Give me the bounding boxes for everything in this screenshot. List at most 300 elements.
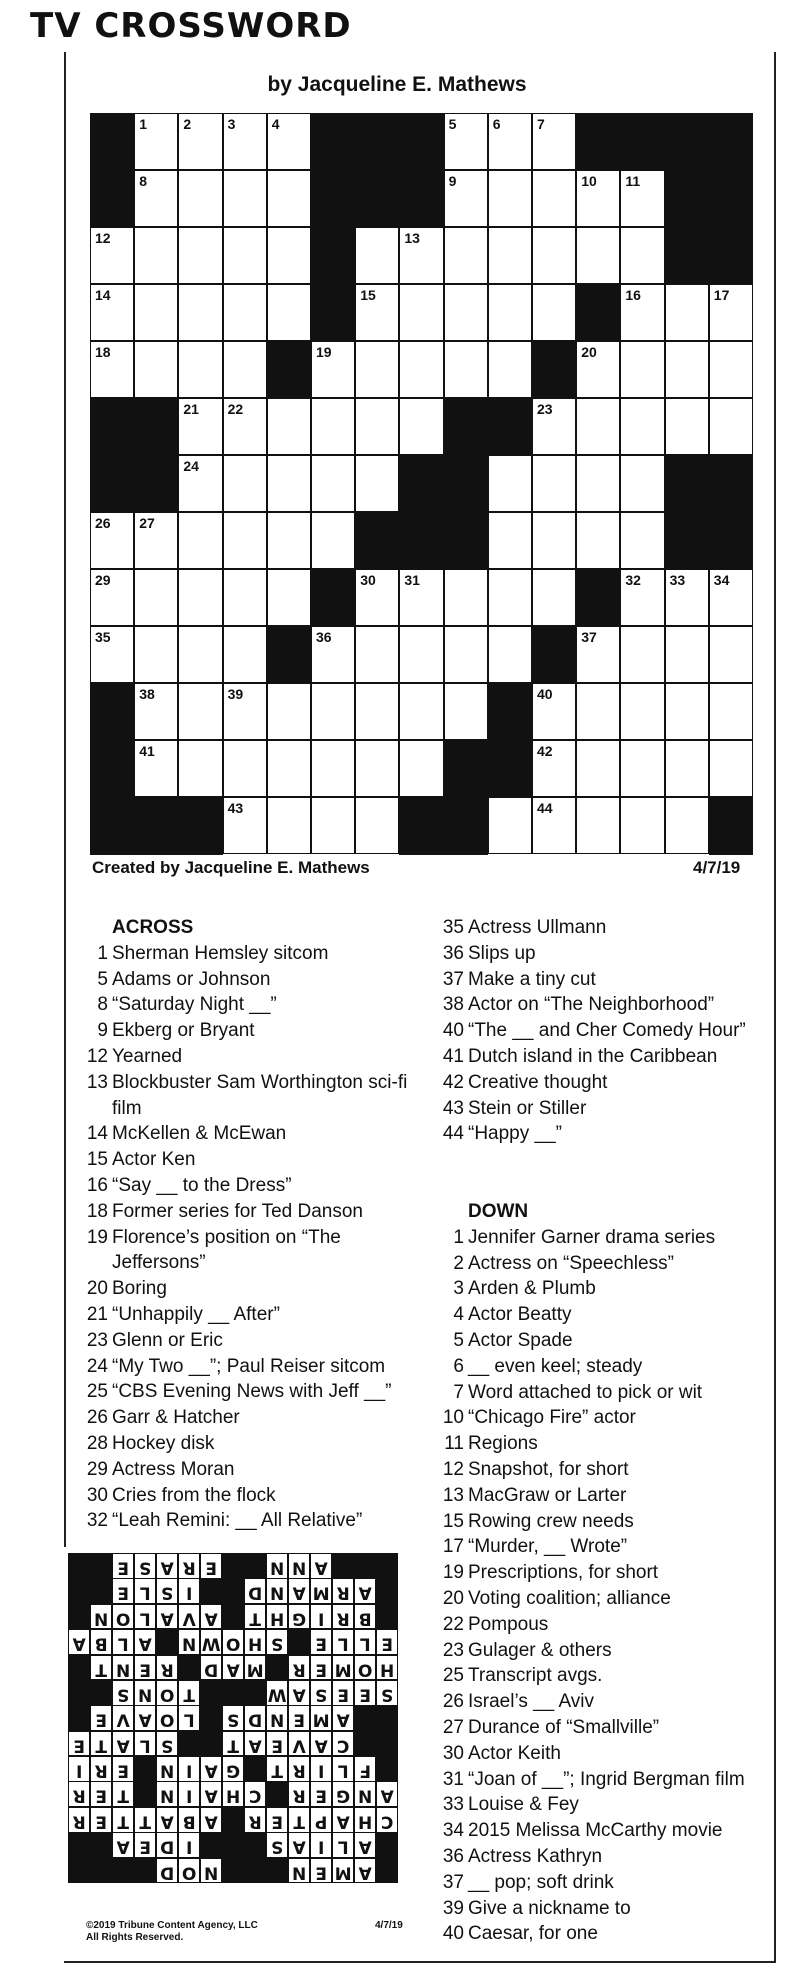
- grid-cell[interactable]: [532, 227, 576, 284]
- grid-cell[interactable]: [576, 341, 620, 398]
- grid-cell[interactable]: [267, 512, 311, 569]
- clue-number: 23: [537, 401, 553, 417]
- grid-cell[interactable]: [355, 683, 399, 740]
- grid-block: [134, 398, 179, 456]
- grid-cell[interactable]: [90, 512, 134, 569]
- grid-cell[interactable]: [444, 626, 488, 683]
- grid-cell[interactable]: [532, 113, 576, 170]
- solution-letter: A: [72, 1633, 86, 1654]
- solution-cell: [310, 1655, 332, 1681]
- grid-cell[interactable]: [223, 683, 267, 740]
- grid-cell[interactable]: [620, 626, 664, 683]
- grid-cell[interactable]: [178, 626, 222, 683]
- grid-cell[interactable]: [444, 113, 488, 170]
- clue-text: Stein or Stiller: [468, 1097, 587, 1119]
- clue-number: 11: [625, 173, 641, 189]
- grid-cell[interactable]: [620, 170, 664, 227]
- grid-cell[interactable]: [223, 170, 267, 227]
- grid-cell[interactable]: [399, 398, 443, 455]
- grid-cell[interactable]: [355, 341, 399, 398]
- grid-cell[interactable]: [488, 569, 532, 626]
- grid-cell[interactable]: [311, 797, 355, 854]
- grid-cell[interactable]: [532, 398, 576, 455]
- grid-cell[interactable]: [134, 170, 178, 227]
- solution-letter: T: [293, 1811, 305, 1832]
- grid-cell[interactable]: [620, 569, 664, 626]
- clue-number: 43: [227, 800, 244, 816]
- solution-cell: [178, 1858, 200, 1884]
- clue-number: 5: [97, 968, 108, 990]
- grid-cell[interactable]: [311, 683, 355, 740]
- grid-cell[interactable]: [709, 398, 753, 455]
- grid-cell[interactable]: [665, 284, 709, 341]
- solution-cell: [156, 1832, 178, 1858]
- clue-number: 6: [492, 116, 501, 132]
- clue-number: 35: [95, 629, 111, 645]
- grid-cell[interactable]: [665, 341, 709, 398]
- grid-cell[interactable]: [620, 797, 664, 854]
- solution-cell: [200, 1629, 222, 1655]
- grid-cell[interactable]: [709, 740, 753, 797]
- grid-block: [267, 626, 312, 684]
- solution-cell: [266, 1731, 288, 1757]
- solution-letter: M: [312, 1709, 330, 1730]
- across-clue: [436, 1018, 756, 1044]
- grid-block: [90, 683, 135, 741]
- solution-cell: [200, 1655, 222, 1681]
- clue-number: 28: [447, 514, 464, 530]
- grid-cell[interactable]: [532, 512, 576, 569]
- grid-cell[interactable]: [223, 398, 267, 455]
- clue-number: 4: [453, 1304, 464, 1326]
- solution-cell: [332, 1731, 354, 1757]
- clue-number: 44: [537, 800, 553, 816]
- grid-cell[interactable]: [488, 170, 532, 227]
- grid-cell[interactable]: [267, 113, 311, 170]
- grid-cell[interactable]: [223, 284, 267, 341]
- across-clue: [80, 1508, 420, 1534]
- solution-cell: [178, 1680, 200, 1706]
- grid-block: [488, 740, 533, 798]
- grid-cell[interactable]: [134, 284, 178, 341]
- grid-cell[interactable]: [178, 284, 222, 341]
- grid-cell[interactable]: [267, 569, 311, 626]
- solution-cell: [156, 1655, 178, 1681]
- solution-cell: [310, 1578, 332, 1604]
- grid-cell[interactable]: [444, 569, 488, 626]
- solution-letter: A: [160, 1557, 174, 1578]
- solution-cell: [200, 1807, 222, 1833]
- clue-text: Garr & Hatcher: [112, 1407, 240, 1429]
- clue-number: 21: [183, 401, 199, 417]
- grid-cell[interactable]: [134, 512, 178, 569]
- grid-cell[interactable]: [488, 626, 532, 683]
- solution-letter: R: [336, 1608, 350, 1629]
- grid-cell[interactable]: [178, 227, 222, 284]
- grid-cell[interactable]: [90, 284, 134, 341]
- grid-cell[interactable]: [223, 740, 267, 797]
- grid-cell[interactable]: [267, 284, 311, 341]
- solution-letter: E: [117, 1582, 129, 1603]
- solution-letter: I: [185, 1836, 193, 1857]
- grid-cell[interactable]: [665, 683, 709, 740]
- solution-cell: [90, 1781, 112, 1807]
- across-clues: [80, 915, 420, 1534]
- grid-cell[interactable]: [178, 113, 222, 170]
- clue-number: 31: [442, 1768, 464, 1790]
- grid-cell[interactable]: [620, 398, 664, 455]
- grid-block: [355, 512, 400, 570]
- solution-letter: D: [248, 1709, 263, 1730]
- grid-cell[interactable]: [665, 569, 709, 626]
- clue-number: 8: [139, 173, 147, 189]
- grid-cell[interactable]: [665, 797, 709, 854]
- grid-cell[interactable]: [399, 227, 443, 284]
- solution-letter: N: [160, 1785, 175, 1806]
- solution-letter: A: [358, 1582, 372, 1603]
- grid-cell[interactable]: [134, 113, 178, 170]
- grid-cell[interactable]: [223, 341, 267, 398]
- solution-letter: B: [94, 1633, 108, 1654]
- grid-cell[interactable]: [488, 227, 532, 284]
- grid-cell[interactable]: [223, 797, 267, 854]
- grid-cell[interactable]: [488, 797, 532, 854]
- grid-cell[interactable]: [355, 398, 399, 455]
- solution-letter: S: [161, 1735, 174, 1756]
- solution-letter: W: [201, 1633, 221, 1654]
- clue-text: Transcript avgs.: [468, 1665, 603, 1687]
- solution-cell: [354, 1781, 376, 1807]
- solution-letter: N: [116, 1658, 131, 1679]
- solution-letter: O: [115, 1608, 131, 1629]
- grid-cell[interactable]: [620, 512, 664, 569]
- clue-number: 14: [95, 287, 111, 303]
- solution-cell: [178, 1553, 200, 1579]
- solution-letter: T: [95, 1735, 107, 1756]
- solution-letter: A: [314, 1557, 328, 1578]
- grid-cell[interactable]: [311, 626, 355, 683]
- solution-letter: T: [95, 1658, 107, 1679]
- clue-number: 33: [669, 572, 686, 588]
- across-clue: [436, 915, 756, 941]
- grid-cell[interactable]: [134, 740, 178, 797]
- solution-cell: [310, 1731, 332, 1757]
- grid-cell[interactable]: [620, 740, 664, 797]
- grid-cell[interactable]: [134, 683, 178, 740]
- clue-number: 41: [139, 743, 155, 759]
- solution-cell: [90, 1604, 112, 1630]
- solution-cell: [178, 1705, 200, 1731]
- grid-cell[interactable]: [355, 797, 399, 854]
- solution-cell: [288, 1705, 310, 1731]
- grid-cell[interactable]: [355, 626, 399, 683]
- grid-cell[interactable]: [709, 341, 753, 398]
- grid-cell[interactable]: [267, 455, 311, 512]
- grid-cell[interactable]: [488, 512, 532, 569]
- clue-text: “Joan of __”; Ingrid Bergman film: [468, 1768, 745, 1790]
- grid-block: [665, 455, 710, 513]
- grid-cell[interactable]: [223, 512, 267, 569]
- clue-number: 21: [86, 1303, 108, 1325]
- rights-line: All Rights Reserved.: [86, 1932, 184, 1943]
- grid-cell[interactable]: [488, 455, 532, 512]
- grid-cell[interactable]: [223, 455, 267, 512]
- across-clue: [80, 941, 420, 967]
- grid-cell[interactable]: [267, 797, 311, 854]
- clue-number: 7: [453, 1381, 464, 1403]
- grid-cell[interactable]: [178, 170, 222, 227]
- grid-cell[interactable]: [267, 227, 311, 284]
- solution-letter: I: [185, 1785, 193, 1806]
- clue-number: 14: [86, 1123, 108, 1145]
- clue-text: “Saturday Night __”: [112, 994, 277, 1016]
- grid-cell[interactable]: [311, 341, 355, 398]
- across-clue: [80, 1173, 420, 1199]
- grid-cell[interactable]: [576, 740, 620, 797]
- solution-cell: [222, 1705, 244, 1731]
- across-clue: [80, 992, 420, 1018]
- grid-block: [444, 512, 489, 570]
- across-clue: [80, 1405, 420, 1431]
- grid-cell[interactable]: [488, 284, 532, 341]
- grid-cell[interactable]: [620, 341, 664, 398]
- grid-cell[interactable]: [311, 398, 355, 455]
- grid-block: [90, 398, 135, 456]
- clue-number: 10: [581, 173, 597, 189]
- clue-number: 31: [404, 572, 420, 588]
- across-clue: [436, 967, 756, 993]
- solution-cell: [68, 1781, 90, 1807]
- grid-cell[interactable]: [178, 740, 222, 797]
- grid-cell[interactable]: [178, 569, 222, 626]
- grid-cell[interactable]: [355, 740, 399, 797]
- grid-cell[interactable]: [532, 284, 576, 341]
- solution-letter: R: [292, 1785, 306, 1806]
- grid-cell[interactable]: [576, 398, 620, 455]
- solution-letter: V: [292, 1735, 306, 1756]
- solution-letter: L: [359, 1633, 371, 1654]
- grid-cell[interactable]: [178, 398, 222, 455]
- grid-cell[interactable]: [620, 227, 664, 284]
- solution-cell: [134, 1705, 156, 1731]
- grid-cell[interactable]: [709, 626, 753, 683]
- grid-cell[interactable]: [178, 341, 222, 398]
- grid-cell[interactable]: [267, 398, 311, 455]
- clue-number: 1: [453, 1226, 464, 1248]
- grid-cell[interactable]: [532, 740, 576, 797]
- solution-cell: [156, 1731, 178, 1757]
- clue-text: Pompous: [468, 1613, 549, 1635]
- solution-letter: I: [317, 1608, 325, 1629]
- clue-text: “Leah Remini: __ All Relative”: [112, 1510, 363, 1532]
- grid-cell[interactable]: [355, 227, 399, 284]
- grid-cell[interactable]: [399, 626, 443, 683]
- solution-letter: H: [358, 1811, 373, 1832]
- grid-cell[interactable]: [620, 683, 664, 740]
- down-clue: [436, 1586, 771, 1612]
- grid-block: [399, 455, 444, 513]
- solution-cell: [310, 1807, 332, 1833]
- solution-cell: [68, 1756, 90, 1782]
- solution-cell: [310, 1756, 332, 1782]
- grid-cell[interactable]: [399, 569, 443, 626]
- grid-cell[interactable]: [444, 341, 488, 398]
- solution-cell: [134, 1832, 156, 1858]
- grid-cell[interactable]: [267, 170, 311, 227]
- clue-number: 30: [360, 572, 376, 588]
- solution-letter: N: [182, 1633, 197, 1654]
- grid-cell[interactable]: [311, 512, 355, 569]
- solution-cell: [156, 1756, 178, 1782]
- clue-number: 30: [86, 1484, 108, 1506]
- solution-letter: M: [334, 1658, 352, 1679]
- grid-cell[interactable]: [576, 797, 620, 854]
- grid-cell[interactable]: [709, 683, 753, 740]
- grid-cell[interactable]: [665, 626, 709, 683]
- grid-cell[interactable]: [444, 227, 488, 284]
- solution-letter: R: [72, 1811, 86, 1832]
- grid-cell[interactable]: [576, 227, 620, 284]
- grid-cell[interactable]: [223, 626, 267, 683]
- solution-cell: [354, 1655, 376, 1681]
- grid-cell[interactable]: [532, 797, 576, 854]
- solution-letter: A: [358, 1836, 372, 1857]
- grid-block: [709, 455, 754, 513]
- solution-cell: [288, 1858, 310, 1884]
- solution-cell: [310, 1553, 332, 1579]
- grid-cell[interactable]: [90, 341, 134, 398]
- grid-cell[interactable]: [311, 455, 355, 512]
- grid-cell[interactable]: [576, 683, 620, 740]
- grid-cell[interactable]: [355, 455, 399, 512]
- solution-letter: A: [248, 1735, 262, 1756]
- down-clue: [436, 1896, 771, 1922]
- grid-cell[interactable]: [532, 170, 576, 227]
- solution-cell: [288, 1832, 310, 1858]
- solution-cell: [376, 1655, 398, 1681]
- grid-cell[interactable]: [444, 170, 488, 227]
- clue-number: 18: [86, 1200, 108, 1222]
- grid-cell[interactable]: [223, 569, 267, 626]
- solution-cell: [310, 1858, 332, 1884]
- solution-letter: E: [95, 1709, 107, 1730]
- solution-cell: [376, 1680, 398, 1706]
- grid-cell[interactable]: [267, 740, 311, 797]
- clue-number: 3: [453, 1278, 464, 1300]
- grid-cell[interactable]: [223, 113, 267, 170]
- grid-cell[interactable]: [665, 740, 709, 797]
- solution-letter: M: [334, 1862, 352, 1882]
- grid-cell[interactable]: [709, 569, 753, 626]
- grid-cell[interactable]: [134, 626, 178, 683]
- solution-cell: [310, 1604, 332, 1630]
- grid-cell[interactable]: [620, 284, 664, 341]
- solution-cell: [332, 1756, 354, 1782]
- solution-cell: [112, 1781, 134, 1807]
- grid-cell[interactable]: [576, 626, 620, 683]
- grid-cell[interactable]: [488, 341, 532, 398]
- grid-cell[interactable]: [311, 740, 355, 797]
- down-clue: [436, 1663, 771, 1689]
- solution-cell: [68, 1731, 90, 1757]
- right-rule: [774, 52, 776, 1962]
- clue-number: 25: [442, 1665, 464, 1687]
- grid-cell[interactable]: [665, 398, 709, 455]
- grid-cell[interactable]: [355, 284, 399, 341]
- down-heading: DOWN: [468, 1201, 529, 1222]
- across-clue: [80, 1328, 420, 1354]
- grid-cell[interactable]: [532, 569, 576, 626]
- solution-letter: S: [271, 1633, 284, 1654]
- grid-cell[interactable]: [90, 626, 134, 683]
- grid-cell[interactable]: [532, 683, 576, 740]
- grid-cell[interactable]: [620, 455, 664, 512]
- solution-letter: A: [138, 1709, 152, 1730]
- clue-text: Make a tiny cut: [468, 968, 596, 990]
- clue-number: 1: [139, 116, 147, 132]
- grid-cell[interactable]: [444, 683, 488, 740]
- clue-number: 15: [442, 1510, 464, 1532]
- copyright-line: ©2019 Tribune Content Agency, LLC: [86, 1920, 258, 1931]
- grid-cell[interactable]: [90, 227, 134, 284]
- grid-cell[interactable]: [90, 569, 134, 626]
- grid-cell[interactable]: [488, 113, 532, 170]
- clue-number: 32: [86, 1510, 108, 1532]
- grid-cell[interactable]: [576, 512, 620, 569]
- grid-cell[interactable]: [223, 227, 267, 284]
- grid-block: [90, 797, 135, 855]
- grid-cell[interactable]: [576, 455, 620, 512]
- solution-cell: [134, 1604, 156, 1630]
- grid-cell[interactable]: [134, 341, 178, 398]
- solution-cell: [222, 1781, 244, 1807]
- clue-text: Blockbuster Sam Worthington sci-fi film: [112, 1071, 408, 1119]
- clue-text: Ekberg or Bryant: [112, 1020, 255, 1042]
- grid-cell[interactable]: [399, 284, 443, 341]
- grid-cell[interactable]: [399, 740, 443, 797]
- grid-block: [576, 284, 621, 342]
- down-clue: [436, 1431, 771, 1457]
- grid-cell[interactable]: [399, 683, 443, 740]
- clue-number: 33: [442, 1794, 464, 1816]
- down-clue: [436, 1767, 771, 1793]
- grid-cell[interactable]: [532, 455, 576, 512]
- grid-cell[interactable]: [134, 227, 178, 284]
- solution-letter: A: [204, 1760, 218, 1781]
- down-clue: [436, 1844, 771, 1870]
- grid-cell[interactable]: [178, 512, 222, 569]
- clue-text: Actor Ken: [112, 1149, 196, 1171]
- grid-cell[interactable]: [178, 455, 222, 512]
- solution-cell: [332, 1832, 354, 1858]
- grid-cell[interactable]: [576, 170, 620, 227]
- grid-cell[interactable]: [267, 683, 311, 740]
- grid-cell[interactable]: [444, 284, 488, 341]
- solution-cell: [354, 1680, 376, 1706]
- solution-cell: [244, 1807, 266, 1833]
- grid-cell[interactable]: [399, 341, 443, 398]
- grid-cell[interactable]: [355, 569, 399, 626]
- solution-grid: [68, 1553, 398, 1883]
- solution-cell: [310, 1781, 332, 1807]
- grid-cell[interactable]: [134, 569, 178, 626]
- grid-cell[interactable]: [709, 284, 753, 341]
- grid-cell[interactable]: [178, 683, 222, 740]
- grid-block: [355, 113, 400, 171]
- solution-letter: E: [359, 1684, 371, 1705]
- across-clue: [80, 1121, 420, 1147]
- solution-cell: [134, 1807, 156, 1833]
